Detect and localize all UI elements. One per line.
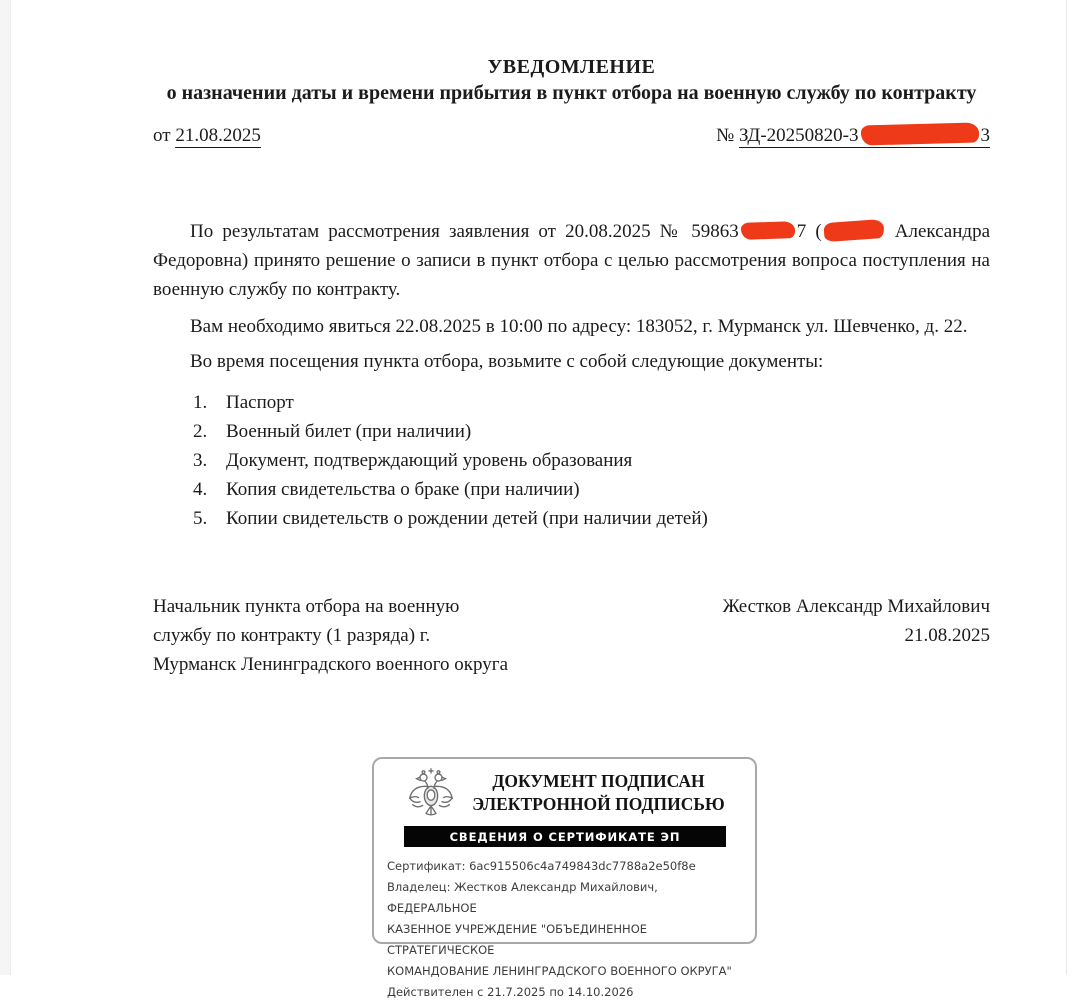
list-item (153, 417, 990, 446)
letter-number (716, 123, 990, 149)
p1-text-end: Александра Федоровна) принято решение о записи в пункт отбора с целью рассмотрения вопроса поступления на военную службу по контракту. (153, 221, 991, 300)
signature-date: 21.08.2025 (904, 625, 990, 646)
signer-identity (723, 592, 990, 679)
digital-signature-stamp (372, 757, 757, 999)
p1-text-mid: 7 ( (796, 221, 822, 242)
list-item-number: 2. (193, 421, 208, 442)
list-item-number: 3. (193, 450, 208, 471)
list-item (153, 475, 990, 504)
signer-position-line: Начальник пункта отбора на военную (153, 596, 460, 617)
stamp-title (456, 770, 755, 816)
documents-list (153, 388, 990, 533)
certificate-info-bar: СВЕДЕНИЯ О СЕРТИФИКАТЕ ЭП (404, 826, 726, 847)
signer-position (153, 592, 623, 679)
date-label: от (153, 125, 171, 146)
list-item-text: Паспорт (226, 392, 294, 413)
list-item-text: Копии свидетельств о рождении детей (при наличии детей) (226, 508, 708, 529)
signer-position-line: Мурманск Ленинградского военного округа (153, 654, 509, 675)
certificate-validity: Действителен с 21.7.2025 по 14.10.2026 (387, 985, 634, 999)
number-part1: ЗД-20250820-3 (739, 125, 859, 146)
stamp-header (374, 766, 755, 820)
meta-row (153, 123, 990, 149)
letter-title: УВЕДОМЛЕНИЕ (487, 56, 656, 78)
list-item-number: 1. (193, 392, 208, 413)
letter-subtitle: о назначении даты и времени прибытия в пункт отбора на военную службу по контракту (166, 82, 977, 104)
certificate-owner-line: Владелец: Жестков Александр Михайлович, ФЕДЕРАЛЬНОЕ (387, 880, 658, 915)
paragraph-documents-intro: Во время посещения пункта отбора, возьмите с собой следующие документы: (190, 351, 824, 372)
p1-text-start: По результатам рассмотрения заявления от 20.08.2025 № 59863 (190, 221, 739, 242)
paragraph-appointment: Вам необходимо явиться 22.08.2025 в 10:00 по адресу: 183052, г. Мурманск ул. Шевченко, д. 22. (190, 316, 968, 337)
list-item-text: Копия свидетельства о браке (при наличии) (226, 479, 580, 500)
number-value (739, 125, 990, 148)
certificate-owner-line: КОМАНДОВАНИЕ ЛЕНИНГРАДСКОГО ВОЕННОГО ОКРУГА" (387, 964, 732, 978)
letter-body (153, 0, 990, 679)
signature-block (153, 592, 990, 679)
page-right-edge (1066, 0, 1067, 975)
paragraph-decision (153, 217, 990, 304)
list-item-text: Военный билет (при наличии) (226, 421, 472, 442)
number-label: № (716, 125, 735, 146)
list-item (153, 388, 990, 417)
redaction-scribble (860, 122, 978, 145)
redaction-scribble (740, 221, 795, 240)
list-item-number: 4. (193, 479, 208, 500)
letter-date (153, 123, 261, 149)
page-left-edge (0, 0, 11, 975)
number-part2: 3 (980, 125, 990, 146)
list-item-text: Документ, подтверждающий уровень образования (226, 450, 633, 471)
coat-of-arms-eagle-icon (406, 766, 456, 820)
stamp-title-line1: ДОКУМЕНТ ПОДПИСАН (492, 771, 705, 791)
redaction-scribble (823, 219, 884, 242)
certificate-owner-line: КАЗЕННОЕ УЧРЕЖДЕНИЕ "ОБЪЕДИНЕННОЕ СТРАТЕГИЧЕСКОЕ (387, 922, 648, 957)
signer-name: Жестков Александр Михайлович (722, 596, 990, 617)
stamp-title-line2: ЭЛЕКТРОННОЙ ПОДПИСЬЮ (472, 794, 725, 814)
list-item-number: 5. (193, 508, 208, 529)
signer-position-line: службу по контракту (1 разряда) г. (153, 625, 431, 646)
list-item (153, 504, 990, 533)
list-item (153, 446, 990, 475)
certificate-id: Сертификат: 6ac915506c4a749843dc7788a2e50f8e (387, 859, 696, 873)
certificate-details (374, 847, 755, 1003)
date-value: 21.08.2025 (175, 125, 261, 146)
